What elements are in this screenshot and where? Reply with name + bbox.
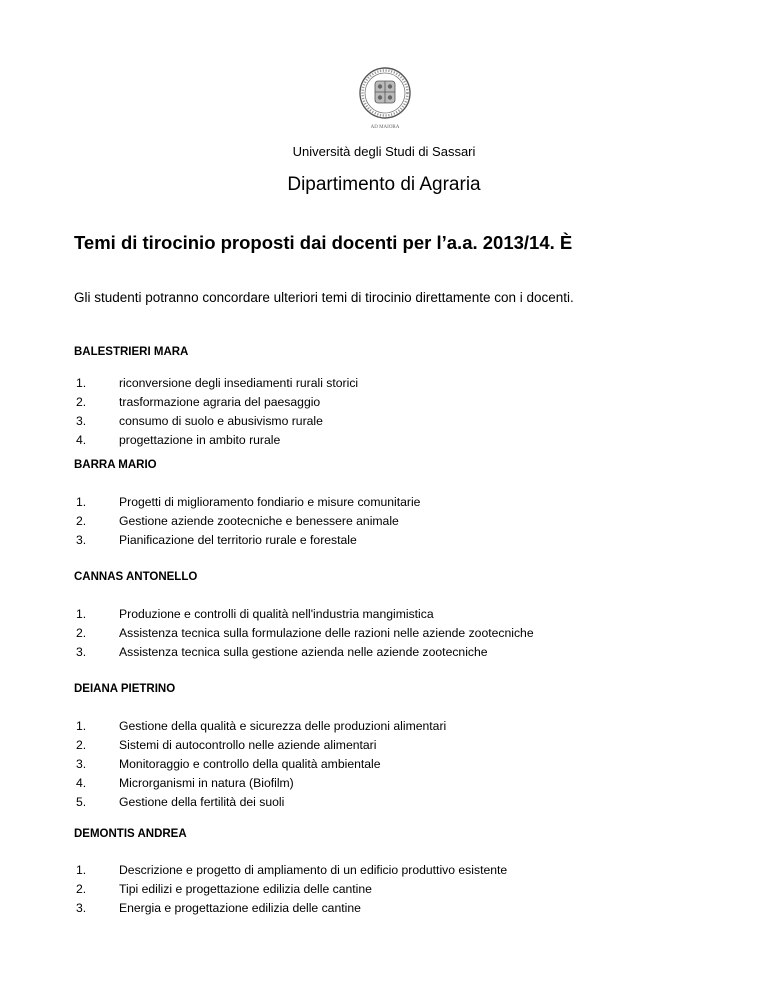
list-item bbox=[74, 605, 714, 624]
university-name: Università degli Studi di Sassari bbox=[292, 144, 476, 159]
intro-paragraph: Gli studenti potranno concordare ulteriori temi di tirocinio direttamente con i docenti. bbox=[74, 290, 574, 305]
item-number: 3. bbox=[76, 414, 87, 428]
item-number: 2. bbox=[76, 514, 87, 528]
list-item bbox=[74, 393, 714, 412]
list-item bbox=[74, 531, 714, 550]
item-text: Energia e progettazione edilizia delle cantine bbox=[119, 901, 361, 915]
list-item bbox=[74, 412, 714, 431]
list-item bbox=[74, 736, 714, 755]
item-text: Gestione aziende zootecniche e benessere animale bbox=[119, 514, 399, 528]
item-text: Produzione e controlli di qualità nell'industria mangimistica bbox=[119, 607, 434, 621]
item-text: Progetti di miglioramento fondiario e misure comunitarie bbox=[119, 495, 421, 509]
teacher-section bbox=[74, 826, 714, 918]
item-text: Sistemi di autocontrollo nelle aziende alimentari bbox=[119, 738, 377, 752]
item-text: Assistenza tecnica sulla formulazione delle razioni nelle aziende zootecniche bbox=[119, 626, 534, 640]
list-item bbox=[74, 717, 714, 736]
item-text: Tipi edilizi e progettazione edilizia delle cantine bbox=[119, 882, 372, 896]
topic-list bbox=[74, 605, 714, 662]
teacher-name: BALESTRIERI MARA bbox=[74, 346, 189, 358]
topic-list bbox=[74, 861, 714, 918]
item-text: Monitoraggio e controllo della qualità ambientale bbox=[119, 757, 381, 771]
item-text: Microrganismi in natura (Biofilm) bbox=[119, 776, 294, 790]
teacher-name: DEIANA PIETRINO bbox=[74, 683, 176, 695]
list-item bbox=[74, 880, 714, 899]
teacher-name: BARRA MARIO bbox=[74, 459, 157, 471]
topic-list bbox=[74, 717, 714, 812]
teacher-section bbox=[74, 344, 714, 450]
list-item bbox=[74, 861, 714, 880]
seal-motto: AD MAIORA bbox=[370, 125, 400, 130]
list-item bbox=[74, 374, 714, 393]
item-text: Gestione della fertilità dei suoli bbox=[119, 795, 285, 809]
item-number: 3. bbox=[76, 533, 87, 547]
item-text: trasformazione agraria del paesaggio bbox=[119, 395, 321, 409]
teacher-name: CANNAS ANTONELLO bbox=[74, 571, 198, 583]
teacher-section bbox=[74, 681, 714, 812]
teacher-name: DEMONTIS ANDREA bbox=[74, 828, 187, 840]
item-number: 1. bbox=[76, 495, 87, 509]
list-item bbox=[74, 774, 714, 793]
item-text: Gestione della qualità e sicurezza delle produzioni alimentari bbox=[119, 719, 447, 733]
topic-list bbox=[74, 493, 714, 550]
item-text: progettazione in ambito rurale bbox=[119, 433, 281, 447]
teacher-section bbox=[74, 569, 714, 662]
item-text: Descrizione e progetto di ampliamento di un edificio produttivo esistente bbox=[119, 863, 508, 877]
item-number: 5. bbox=[76, 795, 87, 809]
item-text: Pianificazione del territorio rurale e forestale bbox=[119, 533, 357, 547]
item-number: 4. bbox=[76, 433, 87, 447]
item-number: 3. bbox=[76, 645, 87, 659]
department-name: Dipartimento di Agraria bbox=[287, 174, 481, 195]
item-number: 1. bbox=[76, 719, 87, 733]
list-item bbox=[74, 755, 714, 774]
list-item bbox=[74, 624, 714, 643]
item-number: 1. bbox=[76, 376, 87, 390]
item-number: 1. bbox=[76, 607, 87, 621]
list-item bbox=[74, 512, 714, 531]
topic-list bbox=[74, 374, 714, 450]
university-seal-icon bbox=[358, 66, 412, 136]
item-number: 2. bbox=[76, 882, 87, 896]
list-item bbox=[74, 899, 714, 918]
teacher-section bbox=[74, 457, 714, 550]
item-text: Assistenza tecnica sulla gestione azienda nelle aziende zootecniche bbox=[119, 645, 488, 659]
list-item bbox=[74, 431, 714, 450]
item-number: 2. bbox=[76, 395, 87, 409]
list-item bbox=[74, 493, 714, 512]
item-number: 1. bbox=[76, 863, 87, 877]
page-title: Temi di tirocinio proposti dai docenti per l’a.a. 2013/14. È bbox=[74, 232, 573, 253]
item-text: consumo di suolo e abusivismo rurale bbox=[119, 414, 323, 428]
list-item bbox=[74, 793, 714, 812]
item-number: 4. bbox=[76, 776, 87, 790]
item-number: 3. bbox=[76, 757, 87, 771]
list-item bbox=[74, 643, 714, 662]
item-number: 2. bbox=[76, 738, 87, 752]
item-number: 3. bbox=[76, 901, 87, 915]
item-number: 2. bbox=[76, 626, 87, 640]
item-text: riconversione degli insediamenti rurali storici bbox=[119, 376, 359, 390]
